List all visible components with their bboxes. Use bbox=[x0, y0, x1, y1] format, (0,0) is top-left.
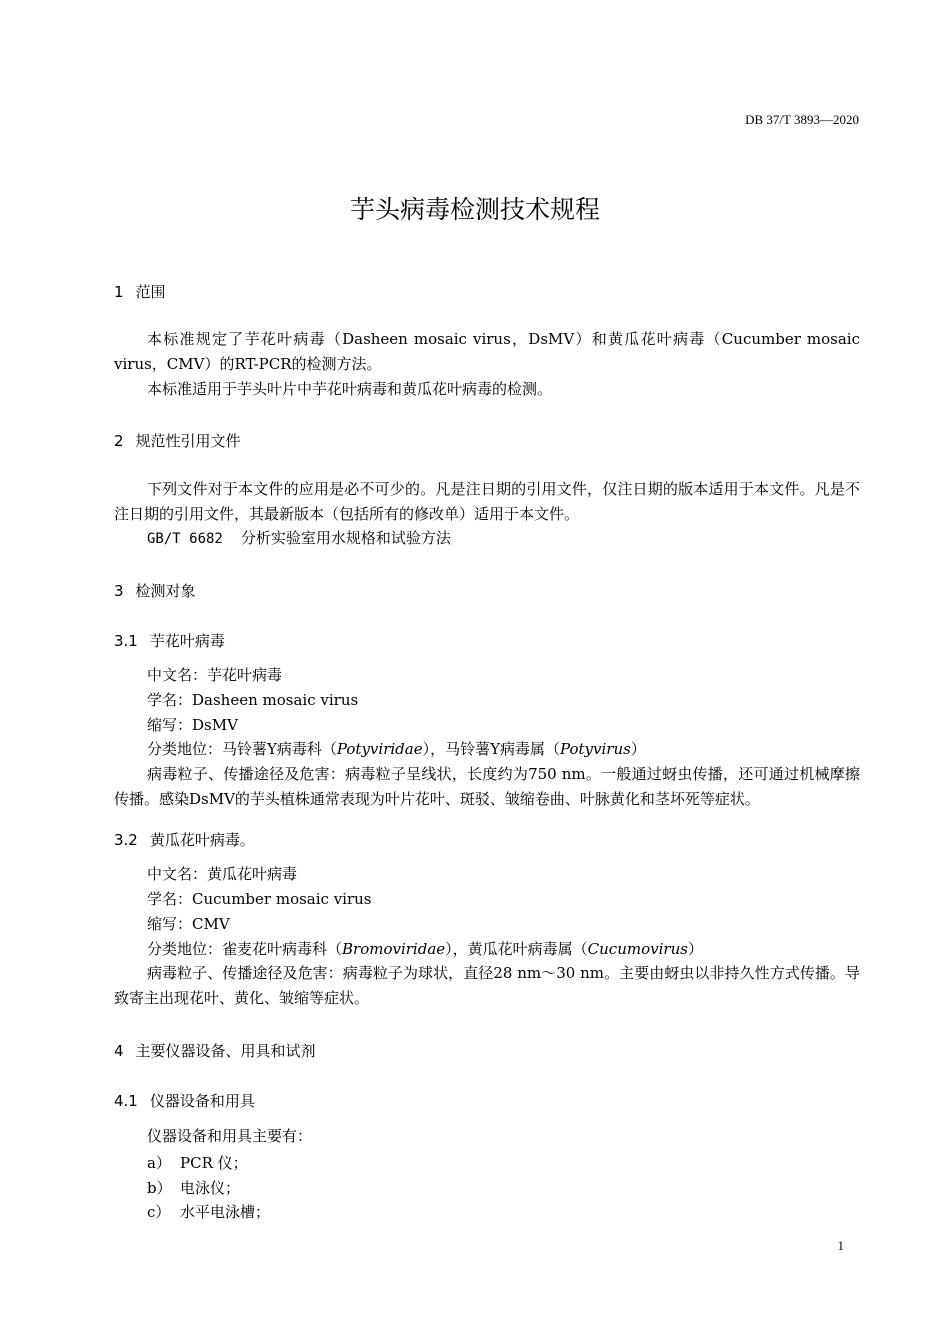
section-title: 检测对象 bbox=[135, 582, 196, 600]
dsmv-description: 病毒粒子、传播途径及危害：病毒粒子呈线状，长度约为750 nm。一般通过蚜虫传播，还可通过机械摩擦传播。感染DsMV的芋头植株通常表现为叶片花叶、斑驳、皱缩卷曲、叶脉黄化和茎坏死等症状。 bbox=[114, 765, 860, 808]
section-title: 仪器设备和用具 bbox=[149, 1092, 255, 1110]
equipment-intro: 仪器设备和用具主要有： bbox=[147, 1127, 313, 1145]
section-number: 4.1 bbox=[114, 1092, 138, 1110]
dsmv-scientific-name: 学名：Dasheen mosaic virus bbox=[147, 691, 359, 709]
section-3-1-heading bbox=[114, 630, 225, 651]
section-4-1-heading bbox=[114, 1090, 255, 1111]
scope-paragraph-1: 本标准规定了芋花叶病毒（Dasheen mosaic virus，DsMV）和黄瓜花叶病毒（Cucumber mosaic virus，CMV）的RT-PCR的检测方法。 bbox=[114, 330, 860, 373]
list-item bbox=[147, 1177, 240, 1198]
dsmv-chinese-name: 中文名：芋花叶病毒 bbox=[147, 666, 283, 684]
reference-code: GB/T 6682 bbox=[147, 531, 223, 547]
list-marker: a） bbox=[147, 1154, 171, 1172]
section-4-heading bbox=[114, 1040, 316, 1061]
section-number: 3 bbox=[114, 582, 124, 600]
document-title: 芋头病毒检测技术规程 bbox=[349, 195, 600, 224]
section-number: 1 bbox=[114, 283, 124, 301]
cmv-chinese-name: 中文名：黄瓜花叶病毒 bbox=[147, 865, 298, 883]
list-item-text: 水平电泳槽； bbox=[180, 1203, 271, 1221]
taxonomy-suffix: ） bbox=[687, 940, 703, 958]
page-number: 1 bbox=[837, 1238, 844, 1253]
section-number: 3.2 bbox=[114, 831, 138, 849]
taxonomy-prefix: 分类地位：马铃薯Y病毒科（ bbox=[147, 740, 337, 758]
section-3-heading bbox=[114, 580, 196, 601]
scope-paragraph-2: 本标准适用于芋头叶片中芋花叶病毒和黄瓜花叶病毒的检测。 bbox=[147, 380, 553, 398]
section-title: 芋花叶病毒 bbox=[149, 632, 225, 650]
reference-title: 分析实验室用水规格和试验方法 bbox=[240, 529, 451, 547]
taxonomy-mid: ），马铃薯Y病毒属（ bbox=[422, 740, 560, 758]
reference-item bbox=[147, 526, 451, 552]
list-item-text: PCR 仪； bbox=[180, 1154, 248, 1172]
section-number: 3.1 bbox=[114, 632, 138, 650]
section-title: 范围 bbox=[135, 283, 166, 301]
cmv-description: 病毒粒子、传播途径及危害：病毒粒子为球状，直径28 nm～30 nm。主要由蚜虫以非持久性方式传播。导致寄主出现花叶、黄化、皱缩等症状。 bbox=[114, 964, 860, 1007]
list-item bbox=[147, 1201, 270, 1222]
section-title: 规范性引用文件 bbox=[135, 432, 241, 450]
taxonomy-genus: Potyvirus bbox=[560, 740, 631, 758]
section-title: 黄瓜花叶病毒。 bbox=[149, 831, 255, 849]
cmv-scientific-name: 学名：Cucumber mosaic virus bbox=[147, 890, 372, 908]
standard-number: DB 37/T 3893—2020 bbox=[745, 112, 859, 127]
list-marker: b） bbox=[147, 1179, 172, 1197]
taxonomy-suffix: ） bbox=[630, 740, 646, 758]
cmv-abbreviation: 缩写：CMV bbox=[147, 915, 230, 933]
dsmv-taxonomy bbox=[147, 737, 646, 762]
taxonomy-prefix: 分类地位：雀麦花叶病毒科（ bbox=[147, 940, 343, 958]
list-item-text: 电泳仪； bbox=[180, 1179, 241, 1197]
taxonomy-genus: Cucumovirus bbox=[587, 940, 688, 958]
section-2-heading bbox=[114, 430, 241, 451]
taxonomy-family: Bromoviridae bbox=[342, 940, 446, 958]
taxonomy-family: Potyviridae bbox=[336, 740, 423, 758]
section-title: 主要仪器设备、用具和试剂 bbox=[135, 1042, 316, 1060]
section-1-heading bbox=[114, 281, 166, 302]
taxonomy-mid: ），黄瓜花叶病毒属（ bbox=[445, 940, 588, 958]
dsmv-abbreviation: 缩写：DsMV bbox=[147, 716, 238, 734]
list-item bbox=[147, 1152, 248, 1173]
cmv-taxonomy bbox=[147, 937, 703, 962]
section-number: 2 bbox=[114, 432, 124, 450]
section-number: 4 bbox=[114, 1042, 124, 1060]
section-3-2-heading bbox=[114, 829, 255, 850]
list-marker: c） bbox=[147, 1203, 171, 1221]
references-paragraph: 下列文件对于本文件的应用是必不可少的。凡是注日期的引用文件，仅注日期的版本适用于本文件。凡是不注日期的引用文件，其最新版本（包括所有的修改单）适用于本文件。 bbox=[114, 480, 860, 523]
